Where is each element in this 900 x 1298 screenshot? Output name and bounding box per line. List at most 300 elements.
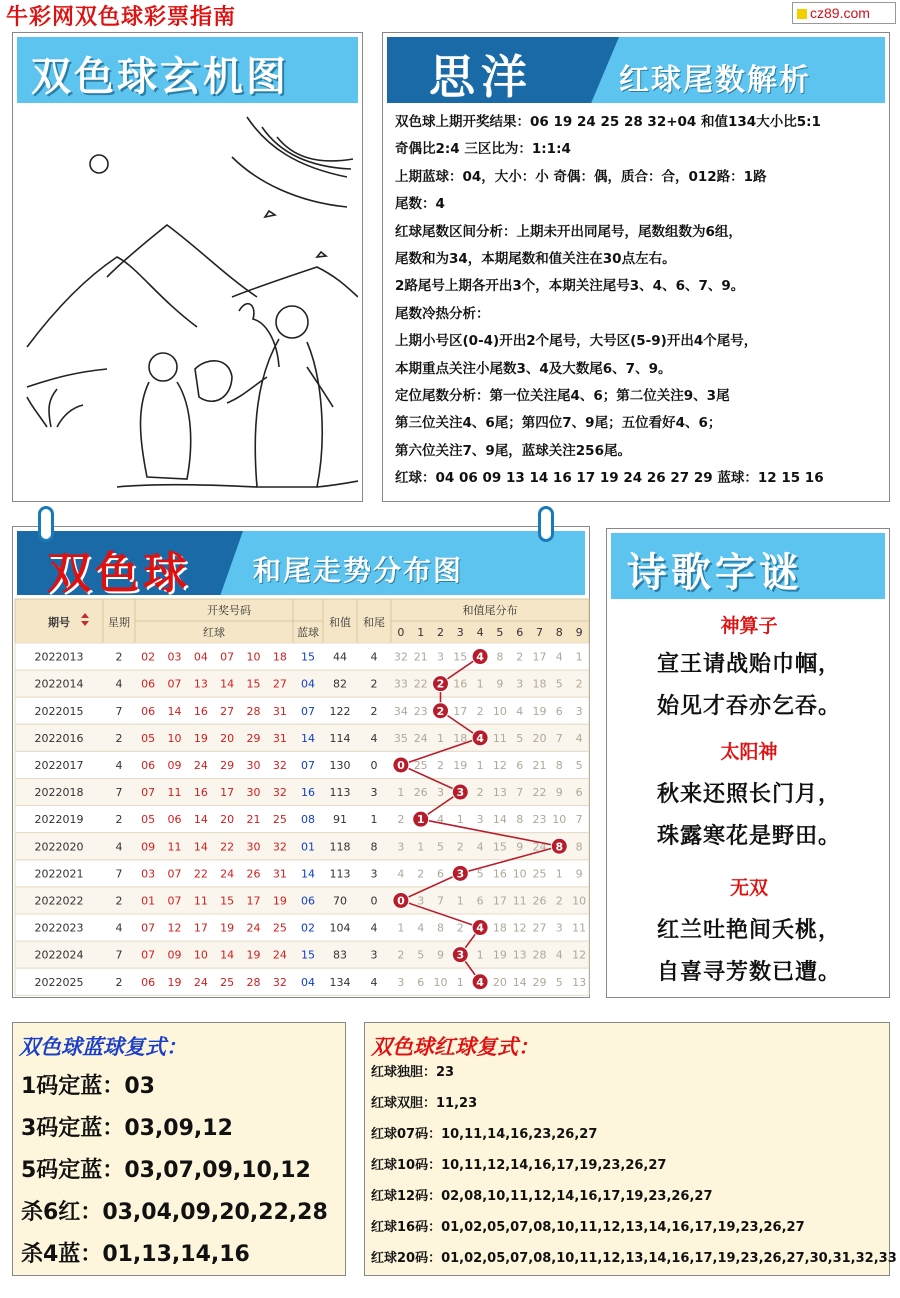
row-dist-value: 8 <box>496 650 504 664</box>
red-pick-row <box>371 1185 713 1204</box>
site-logo[interactable] <box>792 2 896 24</box>
row-red-number: 07 <box>141 786 156 800</box>
row-blue-number: 07 <box>301 704 315 718</box>
row-dist-value: 7 <box>516 786 524 800</box>
row-issue: 2022025 <box>34 975 84 989</box>
analysis-line: 定位尾数分析：第一位关注尾4、6；第二位关注9、3尾 <box>395 387 730 404</box>
row-dist-value: 14 <box>512 975 527 989</box>
row-red-number: 07 <box>167 677 182 691</box>
binder-ring-right-icon <box>538 506 554 542</box>
row-red-number: 17 <box>220 786 235 800</box>
row-red-number: 09 <box>141 840 156 854</box>
row-tail: 4 <box>370 921 378 935</box>
row-dist-value: 1 <box>476 677 484 691</box>
row-red-number: 32 <box>272 758 287 772</box>
analysis-line: 尾数和为34，本期尾数和值关注在30点左右。 <box>395 250 676 267</box>
row-dist-value: 3 <box>476 813 484 827</box>
trend-table <box>13 597 591 997</box>
row-dist-value: 12 <box>512 921 527 935</box>
row-dist-value: 29 <box>532 975 547 989</box>
row-dist-value: 6 <box>437 867 444 881</box>
row-tail: 4 <box>370 650 378 664</box>
blue-pick-row <box>21 1111 233 1142</box>
row-issue: 2022019 <box>34 813 84 827</box>
row-red-number: 25 <box>272 921 287 935</box>
analysis-line: 红球尾数区间分析：上期未开出同尾号，尾数组数为6组， <box>395 223 742 240</box>
tail-ball-label: 3 <box>456 867 465 881</box>
row-dist-value: 5 <box>516 731 524 745</box>
row-dist-value: 2 <box>397 813 405 827</box>
row-dist-value: 9 <box>437 948 444 962</box>
logo-text: cz89.com <box>810 5 870 21</box>
row-red-number: 10 <box>246 650 261 664</box>
row-dist-value: 27 <box>532 921 547 935</box>
row-red-number: 24 <box>193 975 208 989</box>
row-red-number: 11 <box>193 894 208 908</box>
row-dist-value: 19 <box>453 758 468 772</box>
header-digit: 9 <box>575 626 583 639</box>
row-red-number: 24 <box>220 867 235 881</box>
row-dist-value: 21 <box>532 758 547 772</box>
row-dist-value: 2 <box>575 677 583 691</box>
row-red-number: 30 <box>246 786 261 800</box>
row-dist-value: 5 <box>437 840 444 854</box>
row-sum: 70 <box>333 894 347 908</box>
row-dist-value: 12 <box>492 758 507 772</box>
tail-ball-label: 8 <box>555 840 564 854</box>
row-dist-value: 17 <box>492 894 507 908</box>
blue-pick-label: 1码定蓝： <box>21 1074 125 1099</box>
row-red-number: 28 <box>246 975 261 989</box>
row-dist-value: 5 <box>575 758 583 772</box>
red-pick-value: 01,02,05,07,08,10,11,12,13,14,16,17,19,23,26,27,30,31,32,33 <box>441 1251 897 1266</box>
row-red-number: 11 <box>167 840 182 854</box>
row-dist-value: 3 <box>417 894 425 908</box>
analysis-line: 尾数冷热分析： <box>395 305 490 322</box>
binder-ring-left-icon <box>38 506 54 542</box>
header-sum: 和值 <box>329 616 351 629</box>
row-sum: 113 <box>329 867 351 881</box>
row-dist-value: 26 <box>532 894 547 908</box>
row-red-number: 10 <box>193 948 208 962</box>
row-blue-number: 08 <box>301 813 315 827</box>
row-sum: 44 <box>333 650 347 664</box>
row-red-number: 06 <box>167 813 182 827</box>
row-dist-value: 4 <box>417 921 425 935</box>
row-dist-value: 34 <box>393 704 408 718</box>
row-dist-value: 33 <box>393 677 408 691</box>
row-sum: 134 <box>329 975 351 989</box>
red-pick-value: 10,11,12,14,16,17,19,23,26,27 <box>441 1158 667 1173</box>
row-red-number: 17 <box>246 894 261 908</box>
row-dist-value: 18 <box>532 677 547 691</box>
row-dist-value: 4 <box>476 840 484 854</box>
row-red-number: 20 <box>220 813 235 827</box>
row-dist-value: 18 <box>453 731 468 745</box>
tail-ball-label: 4 <box>476 975 484 989</box>
row-dist-value: 3 <box>437 786 444 800</box>
row-dist-value: 17 <box>532 650 547 664</box>
row-sum: 91 <box>333 813 347 827</box>
blue-pick-value: 01,13,14,16 <box>102 1242 250 1267</box>
blue-pick-label: 杀6红： <box>21 1200 103 1225</box>
tail-ball-label: 2 <box>436 704 445 718</box>
row-red-number: 31 <box>272 704 287 718</box>
tail-ball-label: 0 <box>397 894 405 908</box>
row-red-number: 29 <box>246 731 261 745</box>
row-red-number: 24 <box>246 921 261 935</box>
row-tail: 8 <box>370 840 378 854</box>
row-dist-value: 24 <box>532 840 547 854</box>
header-draw: 开奖号码 <box>207 604 251 617</box>
poem-heading-2: 太阳神 <box>720 741 778 763</box>
row-red-number: 02 <box>141 650 156 664</box>
row-red-number: 16 <box>193 704 208 718</box>
row-weekday: 2 <box>115 894 123 908</box>
row-dist-value: 3 <box>516 677 524 691</box>
row-dist-value: 3 <box>397 975 405 989</box>
row-red-number: 14 <box>193 840 208 854</box>
blue-pick-row <box>21 1069 155 1100</box>
row-dist-value: 13 <box>512 948 527 962</box>
xuanji-sketch-illustration <box>17 107 358 497</box>
row-dist-value: 7 <box>437 894 444 908</box>
row-dist-value: 20 <box>492 975 507 989</box>
row-dist-value: 4 <box>575 731 583 745</box>
row-dist-value: 10 <box>572 894 587 908</box>
row-dist-value: 14 <box>492 813 507 827</box>
tail-ball-label: 1 <box>416 813 425 827</box>
blue-pick-value: 03,04,09,20,22,28 <box>102 1200 328 1225</box>
row-dist-value: 2 <box>456 921 464 935</box>
poem-panel <box>606 528 890 998</box>
header-issue: 期号 <box>48 616 70 629</box>
header-dist: 和值尾分布 <box>462 604 518 617</box>
poem-line: 秋来还照长门月， <box>656 782 841 807</box>
row-dist-value: 2 <box>437 758 444 772</box>
row-red-number: 30 <box>246 758 261 772</box>
row-red-number: 31 <box>272 731 287 745</box>
row-red-number: 14 <box>193 813 208 827</box>
header-red: 红球 <box>203 626 225 639</box>
row-dist-value: 1 <box>575 650 583 664</box>
row-dist-value: 4 <box>397 867 405 881</box>
blue-pick-value: 03 <box>124 1074 155 1099</box>
tail-ball-label: 3 <box>456 786 465 800</box>
row-sum: 122 <box>329 704 351 718</box>
red-pick-row <box>371 1216 805 1235</box>
trend-panel <box>12 526 590 998</box>
row-sum: 104 <box>329 921 351 935</box>
row-red-number: 14 <box>220 677 235 691</box>
row-dist-value: 2 <box>516 650 524 664</box>
analysis-line: 本期重点关注小尾数3、4及大数尾6、7、9。 <box>395 360 672 377</box>
row-red-number: 30 <box>246 840 261 854</box>
row-dist-value: 4 <box>516 704 524 718</box>
row-tail: 3 <box>370 786 378 800</box>
row-dist-value: 6 <box>575 786 583 800</box>
row-weekday: 7 <box>115 948 123 962</box>
blue-pick-label: 杀4蓝： <box>21 1242 103 1267</box>
row-dist-value: 15 <box>492 840 507 854</box>
row-red-number: 31 <box>272 867 287 881</box>
blue-pick-row <box>21 1153 311 1184</box>
row-red-number: 19 <box>246 948 261 962</box>
row-dist-value: 5 <box>555 975 563 989</box>
tail-ball-label: 2 <box>436 677 445 691</box>
row-red-number: 27 <box>220 704 235 718</box>
row-dist-value: 5 <box>417 948 425 962</box>
row-red-number: 15 <box>220 894 235 908</box>
header-blue: 蓝球 <box>297 626 319 639</box>
row-blue-number: 16 <box>301 786 315 800</box>
row-red-number: 20 <box>220 731 235 745</box>
row-dist-value: 10 <box>433 975 448 989</box>
row-red-number: 28 <box>246 704 261 718</box>
row-blue-number: 15 <box>301 948 315 962</box>
row-dist-value: 7 <box>575 813 583 827</box>
row-dist-value: 2 <box>476 704 484 718</box>
analysis-panel <box>382 32 890 502</box>
row-issue: 2022023 <box>34 921 84 935</box>
row-red-number: 06 <box>141 975 156 989</box>
row-dist-value: 26 <box>413 786 428 800</box>
red-pick-label: 红球16码： <box>371 1220 442 1235</box>
row-red-number: 13 <box>193 677 208 691</box>
row-weekday: 4 <box>115 677 123 691</box>
row-dist-value: 1 <box>397 786 405 800</box>
header-digit: 0 <box>397 626 405 639</box>
row-issue: 2022020 <box>34 840 84 854</box>
poem-line: 宣王请战贻巾帼， <box>656 652 841 677</box>
tail-ball-label: 4 <box>476 650 484 664</box>
row-red-number: 19 <box>272 894 287 908</box>
row-dist-value: 5 <box>476 867 484 881</box>
red-pick-label: 红球12码： <box>371 1189 442 1204</box>
row-red-number: 22 <box>220 840 235 854</box>
tail-ball-label: 4 <box>476 731 484 745</box>
row-dist-value: 1 <box>555 867 563 881</box>
row-weekday: 7 <box>115 786 123 800</box>
red-pick-value: 01,02,05,07,08,10,11,12,13,14,16,17,19,23,26,27 <box>441 1220 805 1235</box>
row-blue-number: 15 <box>301 650 315 664</box>
analysis-line: 第六位关注7、9尾，蓝球关注256尾。 <box>395 442 631 459</box>
header-digit: 5 <box>496 626 504 639</box>
row-red-number: 21 <box>246 813 261 827</box>
blue-pick-value: 03,07,09,10,12 <box>124 1158 311 1183</box>
row-dist-value: 11 <box>512 894 527 908</box>
header-tail: 和尾 <box>363 616 385 629</box>
site-title: 牛彩网双色球彩票指南 <box>6 5 237 30</box>
row-red-number: 18 <box>272 650 287 664</box>
row-dist-value: 3 <box>397 840 405 854</box>
row-dist-value: 10 <box>512 867 527 881</box>
header-digit: 6 <box>516 626 524 639</box>
row-dist-value: 3 <box>437 650 444 664</box>
row-dist-value: 2 <box>417 867 425 881</box>
blue-pick-value: 03,09,12 <box>124 1116 233 1141</box>
analysis-line: 第三位关注4、6尾；第四位7、9尾；五位看好4、6； <box>395 415 722 432</box>
row-sum: 83 <box>333 948 347 962</box>
row-dist-value: 24 <box>413 731 428 745</box>
row-red-number: 09 <box>167 758 182 772</box>
red-pick-label: 红球20码： <box>371 1251 442 1266</box>
row-dist-value: 11 <box>572 921 587 935</box>
xuanji-panel <box>12 32 363 502</box>
row-dist-value: 4 <box>437 813 444 827</box>
row-red-number: 06 <box>141 677 156 691</box>
row-dist-value: 8 <box>516 813 524 827</box>
row-dist-value: 8 <box>555 758 563 772</box>
row-dist-value: 25 <box>413 758 428 772</box>
row-tail: 3 <box>370 948 378 962</box>
row-red-number: 29 <box>220 758 235 772</box>
row-sum: 118 <box>329 840 351 854</box>
row-red-number: 14 <box>220 948 235 962</box>
blue-ball-panel <box>12 1022 346 1276</box>
row-weekday: 2 <box>115 813 123 827</box>
row-dist-value: 23 <box>413 704 428 718</box>
poem-heading-3: 无双 <box>729 877 768 899</box>
poem-line: 始见才吞亦乞吞。 <box>656 694 841 719</box>
row-dist-value: 17 <box>453 704 468 718</box>
row-red-number: 19 <box>167 975 182 989</box>
row-dist-value: 1 <box>456 975 464 989</box>
row-red-number: 07 <box>220 650 235 664</box>
row-tail: 2 <box>370 704 378 718</box>
row-red-number: 16 <box>193 786 208 800</box>
poem-line: 自喜寻芳数已遭。 <box>656 960 841 985</box>
row-red-number: 03 <box>167 650 182 664</box>
row-dist-value: 9 <box>496 677 504 691</box>
tail-ball-label: 3 <box>456 948 465 962</box>
header-digit: 8 <box>555 626 563 639</box>
header-digit: 4 <box>476 626 484 639</box>
row-weekday: 2 <box>115 975 123 989</box>
row-sum: 130 <box>329 758 351 772</box>
row-red-number: 11 <box>167 786 182 800</box>
row-issue: 2022016 <box>34 731 84 745</box>
poem-line: 红兰吐艳间夭桃， <box>656 918 841 943</box>
row-weekday: 4 <box>115 840 123 854</box>
row-dist-value: 13 <box>492 786 507 800</box>
row-red-number: 27 <box>272 677 287 691</box>
row-blue-number: 07 <box>301 758 315 772</box>
analysis-line: 尾数：4 <box>395 196 445 213</box>
red-pick-label: 红球10码： <box>371 1158 442 1173</box>
xuanji-title-bar <box>17 37 358 103</box>
row-issue: 2022022 <box>34 894 84 908</box>
row-dist-value: 9 <box>575 867 583 881</box>
row-red-number: 14 <box>167 704 182 718</box>
row-dist-value: 28 <box>532 948 547 962</box>
row-red-number: 24 <box>193 758 208 772</box>
blue-pick-label: 3码定蓝： <box>21 1116 125 1141</box>
row-red-number: 12 <box>167 921 182 935</box>
row-sum: 114 <box>329 731 351 745</box>
row-dist-value: 10 <box>552 813 567 827</box>
row-red-number: 07 <box>141 921 156 935</box>
row-dist-value: 23 <box>532 813 547 827</box>
row-dist-value: 3 <box>575 704 583 718</box>
row-dist-value: 1 <box>456 813 464 827</box>
analysis-line: 双色球上期开奖结果：06 19 24 25 28 32+04 和值134大小比5:1 <box>395 114 821 130</box>
row-sum: 113 <box>329 786 351 800</box>
row-issue: 2022013 <box>34 650 84 664</box>
row-dist-value: 25 <box>532 867 547 881</box>
poem-line: 珠露寒花是野田。 <box>656 824 841 849</box>
row-weekday: 2 <box>115 731 123 745</box>
red-pick-row <box>371 1247 897 1266</box>
row-red-number: 01 <box>141 894 156 908</box>
row-red-number: 17 <box>193 921 208 935</box>
row-dist-value: 7 <box>555 731 563 745</box>
row-red-number: 03 <box>141 867 156 881</box>
row-issue: 2022021 <box>34 867 84 881</box>
poem-heading-1: 神算子 <box>720 615 778 637</box>
row-issue: 2022014 <box>34 677 84 691</box>
red-pick-label: 红球独胆： <box>371 1065 437 1080</box>
row-red-number: 05 <box>141 731 156 745</box>
analysis-line: 上期蓝球：04，大小：小 奇偶：偶，质合：合，012路：1路 <box>395 168 767 185</box>
row-dist-value: 22 <box>413 677 428 691</box>
red-pick-value: 02,08,10,11,12,14,16,17,19,23,26,27 <box>441 1189 713 1204</box>
row-weekday: 7 <box>115 704 123 718</box>
analysis-text <box>395 109 885 492</box>
red-pick-row <box>371 1154 666 1173</box>
row-blue-number: 14 <box>301 867 315 881</box>
row-dist-value: 22 <box>532 786 547 800</box>
row-weekday: 2 <box>115 650 123 664</box>
row-issue: 2022024 <box>34 948 84 962</box>
tail-ball-label: 4 <box>476 921 484 935</box>
row-dist-value: 8 <box>437 921 444 935</box>
row-blue-number: 04 <box>301 677 315 691</box>
row-red-number: 24 <box>272 948 287 962</box>
row-dist-value: 16 <box>492 867 507 881</box>
row-dist-value: 19 <box>532 704 547 718</box>
row-dist-value: 9 <box>555 786 563 800</box>
blue-pick-row <box>21 1237 250 1268</box>
row-weekday: 7 <box>115 867 123 881</box>
row-dist-value: 35 <box>393 731 408 745</box>
row-red-number: 06 <box>141 704 156 718</box>
analysis-line: 红球：04 06 09 13 14 16 17 19 24 26 27 29 蓝球：12 15 16 <box>395 470 824 487</box>
blue-panel-title: 双色球蓝球复式： <box>19 1034 187 1059</box>
row-dist-value: 6 <box>417 975 425 989</box>
row-red-number: 19 <box>220 921 235 935</box>
red-panel-title: 双色球红球复式： <box>371 1034 539 1059</box>
tail-ball-label: 0 <box>397 758 405 772</box>
header-digit: 2 <box>437 626 444 639</box>
row-dist-value: 1 <box>437 731 444 745</box>
row-dist-value: 1 <box>417 840 425 854</box>
red-pick-value: 23 <box>436 1065 455 1080</box>
red-pick-label: 红球07码： <box>371 1127 442 1142</box>
row-dist-value: 20 <box>532 731 547 745</box>
row-blue-number: 14 <box>301 731 315 745</box>
row-dist-value: 6 <box>555 704 563 718</box>
row-dist-value: 4 <box>555 650 563 664</box>
row-blue-number: 06 <box>301 894 315 908</box>
trend-title-big: 双色球 <box>47 548 191 599</box>
row-dist-value: 11 <box>492 731 507 745</box>
row-red-number: 22 <box>193 867 208 881</box>
trend-title-sub: 和尾走势分布图 <box>253 554 464 587</box>
logo-square-icon <box>797 9 807 19</box>
red-pick-row <box>371 1123 597 1142</box>
row-dist-value: 6 <box>516 758 524 772</box>
